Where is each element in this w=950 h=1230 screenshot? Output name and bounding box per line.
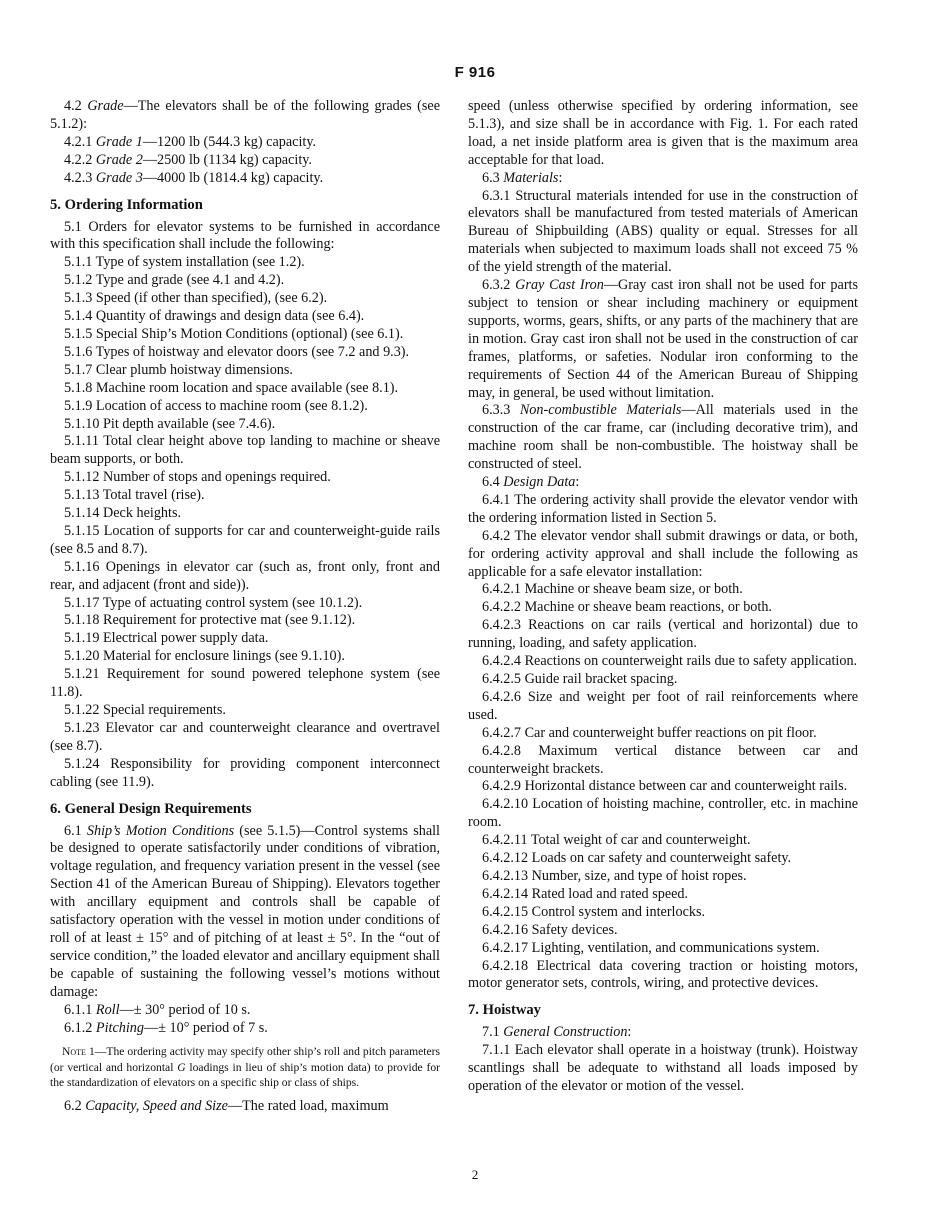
list-item: 5.1.1 Type of system installation (see 1.2).: [64, 254, 305, 271]
list-item: 6.4.2.1 Machine or sheave beam size, or both.: [482, 581, 743, 598]
list-item: 5.1.18 Requirement for protective mat (see 9.1.12).: [64, 612, 356, 629]
list-item: 6.4.2.5 Guide rail bracket spacing.: [482, 671, 678, 687]
paragraph-6-1-1: 6.1.1 Roll—± 30° period of 10 s.: [64, 1001, 251, 1018]
list-item: 5.1.17 Type of actuating control system (see 10.1.2).: [64, 594, 363, 611]
list-item: 6.4.2.2 Machine or sheave beam reactions, or both.: [482, 599, 772, 616]
paragraph-6-3-3: 6.3.3 Non-combustible Materials—All materials used in the construction of the car frame, car (including decorative trim), and machine room shall be non-combustible. The hoistway shall be constructed of steel.: [468, 402, 858, 473]
list-item: 6.4.2.6 Size and weight per foot of rail reinforcements where used.: [468, 688, 858, 723]
note-1: Note 1—The ordering activity may specify other ship’s roll and pitch parameters (or vertical and horizontal G loadings in lieu of ship’s motion data) to provide for the standardization of elevators on a specific ship or class of ships.: [50, 1045, 440, 1090]
list-item: 6.4.2.7 Car and counterweight buffer reactions on pit floor.: [482, 724, 817, 741]
paragraph-6-1-2: 6.1.2 Pitching—± 10° period of 7 s.: [64, 1019, 268, 1036]
list-item: 5.1.21 Requirement for sound powered telephone system (see 11.8).: [50, 666, 440, 701]
paragraph-6-3-2: 6.3.2 Gray Cast Iron—Gray cast iron shall not be used for parts subject to tension or shear including machinery or equipment supports, worms, gears, shifts, or any parts of the machinery that are in motion. Gray cast iron shall not be used in the construction of car frames, platforms, or safeties. Nodular iron conforming to the requirements of Section 44 of the American Bureau of Shipping may, in general, be used without limitation.: [468, 277, 859, 401]
list-item: 5.1.20 Material for enclosure linings (see 9.1.10).: [64, 648, 345, 665]
paragraph-5-1: 5.1 Orders for elevator systems to be furnished in accordance with this specification shall include the following:: [50, 218, 440, 253]
paragraph-6-2: 6.2 Capacity, Speed and Size—The rated load, maximum: [64, 1097, 389, 1114]
list-item: 5.1.12 Number of stops and openings required.: [64, 469, 331, 486]
page-number: 2: [471, 1167, 479, 1182]
list-item: 5.1.19 Electrical power supply data.: [64, 630, 269, 647]
list-item: 6.4.2.12 Loads on car safety and counterweight safety.: [482, 850, 792, 867]
list-item: 5.1.11 Total clear height above top landing to machine or sheave beam supports, or both.: [50, 433, 440, 468]
list-item: 6.4.2.10 Location of hoisting machine, controller, etc. in machine room.: [468, 796, 858, 831]
list-item: 5.1.4 Quantity of drawings and design data (see 6.4).: [64, 308, 365, 325]
paragraph-4-2: 4.2 Grade—The elevators shall be of the following grades (see 5.1.2):: [50, 98, 441, 132]
list-item: 5.1.5 Special Ship’s Motion Conditions (optional) (see 6.1).: [64, 325, 404, 342]
list-item: 5.1.13 Total travel (rise).: [64, 487, 205, 504]
list-item: 6.4.2.8 Maximum vertical distance between car and counterweight brackets.: [468, 742, 858, 777]
list-item: 5.1.3 Speed (if other than specified), (see 6.2).: [64, 290, 328, 307]
paragraph-4-2-3: 4.2.3 Grade 3—4000 lb (1814.4 kg) capacity.: [64, 169, 324, 186]
list-item: 5.1.2 Type and grade (see 4.1 and 4.2).: [64, 272, 285, 289]
section-heading-6: 6. General Design Requirements: [50, 800, 252, 817]
document-designation: F 916: [454, 64, 496, 81]
list-item: 5.1.8 Machine room location and space available (see 8.1).: [64, 379, 399, 396]
left-column: [50, 98, 440, 1116]
paragraph-7-1: 7.1 General Construction:: [482, 1024, 632, 1041]
list-item: 6.4.2.17 Lighting, ventilation, and communications system.: [482, 939, 820, 956]
list-item: 6.4.2.9 Horizontal distance between car and counterweight rails.: [482, 778, 848, 795]
list-item: 5.1.23 Elevator car and counterweight clearance and overtravel (see 8.7).: [50, 719, 440, 754]
list-item: 5.1.16 Openings in elevator car (such as, front only, front and rear, and adjacent (front and side)).: [50, 558, 440, 593]
paragraph-4-2-2: 4.2.2 Grade 2—2500 lb (1134 kg) capacity.: [64, 151, 312, 168]
list-item: 5.1.24 Responsibility for providing component interconnect cabling (see 11.9).: [50, 755, 440, 790]
list-item: 6.4.2.4 Reactions on counterweight rails due to safety application.: [482, 653, 858, 670]
list-item: 6.4.2.13 Number, size, and type of hoist ropes.: [482, 867, 747, 884]
list-item: 5.1.6 Types of hoistway and elevator doors (see 7.2 and 9.3).: [64, 343, 410, 360]
paragraph-6-4: 6.4 Design Data:: [482, 474, 580, 491]
list-item: 5.1.14 Deck heights.: [64, 505, 182, 522]
list-item: 6.4.2.15 Control system and interlocks.: [482, 903, 706, 920]
list-item: 6.4.2.16 Safety devices.: [482, 921, 618, 938]
list-item: 6.4.2.11 Total weight of car and counterweight.: [482, 832, 751, 849]
paragraph-6-3: 6.3 Materials:: [482, 169, 563, 186]
section-heading-5: 5. Ordering Information: [50, 196, 203, 213]
list-item: 5.1.9 Location of access to machine room (see 8.1.2).: [64, 397, 368, 414]
section-heading-7: 7. Hoistway: [468, 1002, 541, 1019]
paragraph-4-2-1: 4.2.1 Grade 1—1200 lb (544.3 kg) capacity.: [64, 133, 317, 150]
paragraph-7-1-1: 7.1.1 Each elevator shall operate in a hoistway (trunk). Hoistway scantlings shall be adequate to withstand all loads imposed by operation of the elevator or motion of the vessel.: [468, 1042, 858, 1095]
list-item: 6.4.2.14 Rated load and rated speed.: [482, 885, 689, 902]
list-item: 5.1.15 Location of supports for car and counterweight-guide rails (see 8.5 and 8.7).: [50, 522, 440, 557]
list-item: 5.1.22 Special requirements.: [64, 702, 226, 718]
list-item: 5.1.7 Clear plumb hoistway dimensions.: [64, 361, 293, 378]
list-item: 6.4.2.3 Reactions on car rails (vertical and horizontal) due to running, loading, and safety application.: [468, 617, 858, 652]
list-item: 6.4.2.18 Electrical data covering traction or hoisting motors, motor generator sets, controls, wiring, and protective devices.: [468, 957, 858, 992]
list-item: 6.4.1 The ordering activity shall provide the elevator vendor with the ordering information listed in Section 5.: [468, 491, 858, 526]
paragraph-6-2-continued: speed (unless otherwise specified by ordering information, see 5.1.3), and size shall be in accordance with Fig. 1. For each rated load, a net inside platform area is given that is the maximum area acceptable for that load.: [468, 98, 858, 168]
paragraph-6-1: 6.1 Ship’s Motion Conditions (see 5.1.5)—Control systems shall be designed to operate satisfactorily under conditions of vibration, voltage regulation, and frequency variation present in the vessel (see Section 41 of the American Bureau of Shipping). Elevators together with ancillary equipment and controls shall be capable of satisfactory operation with the vessel in motion under conditions of roll of at least ± 15° and of pitching of at least ± 5°. In the “out of service condition,” the loaded elevator and ancillary equipment shall be capable of sustaining the following vessel’s motions without damage:: [50, 822, 440, 1000]
paragraph-6-3-1: 6.3.1 Structural materials intended for use in the construction of elevators shall be manufactured from tested materials of American Bureau of Shipbuilding (ABS) quality or equal. Stresses for all materials when subjected to maximum loads shall not exceed 75 % of the yield strength of the material.: [468, 187, 858, 276]
right-column: [468, 98, 858, 1096]
list-item: 6.4.2 The elevator vendor shall submit drawings or data, or both, for ordering activity approval and shall include the following as applicable for a safe elevator installation:: [468, 527, 858, 580]
list-item: 5.1.10 Pit depth available (see 7.4.6).: [64, 415, 276, 432]
